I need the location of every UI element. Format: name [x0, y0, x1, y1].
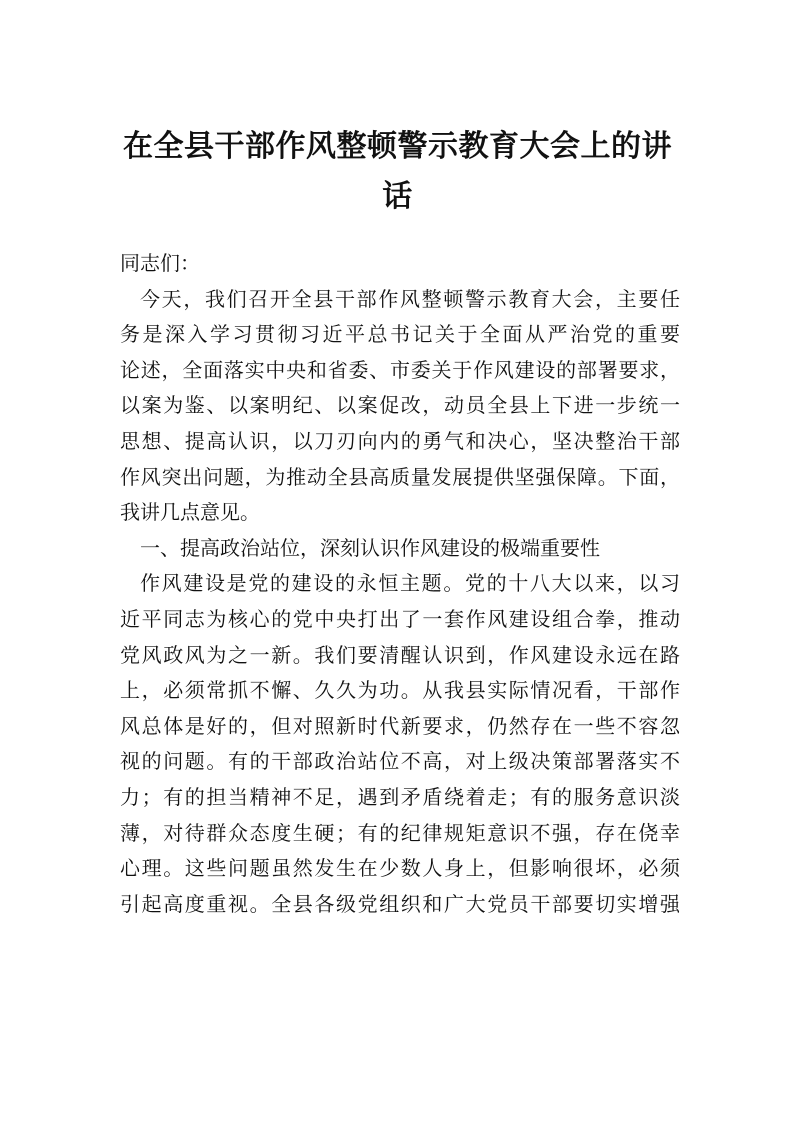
paragraph-line: 作风突出问题，为推动全县高质量发展提供坚强保障。下面， — [120, 464, 680, 489]
paragraph-line: 思想、提高认识，以刀刃向内的勇气和决心，坚决整治干部 — [120, 428, 680, 453]
document-body — [120, 246, 680, 922]
paragraph-line: 论述，全面落实中央和省委、市委关于作风建设的部署要求， — [120, 357, 680, 382]
section-heading: 一、提高政治站位，深刻认识作风建设的极端重要性 — [140, 535, 600, 560]
paragraph-line: 我讲几点意见。 — [120, 500, 260, 525]
paragraph-line: 心理。这些问题虽然发生在少数人身上，但影响很坏，必须 — [120, 856, 680, 881]
title-line-1: 在全县干部作风整顿警示教育大会上的讲 — [123, 129, 672, 164]
paragraph-line: 以案为鉴、以案明纪、以案促改，动员全县上下进一步统一 — [120, 393, 680, 418]
paragraph-line: 作风建设是党的建设的永恒主题。党的十八大以来，以习 — [140, 571, 680, 596]
salutation: 同志们： — [120, 251, 200, 275]
title-line-2: 话 — [382, 179, 413, 214]
paragraph-line: 引起高度重视。全县各级党组织和广大党员干部要切实增强 — [120, 891, 680, 916]
paragraph-line: 上，必须常抓不懈、久久为功。从我县实际情况看，干部作 — [120, 678, 680, 703]
paragraph-line: 力；有的担当精神不足，遇到矛盾绕着走；有的服务意识淡 — [120, 784, 680, 809]
paragraph-line: 薄，对待群众态度生硬；有的纪律规矩意识不强，存在侥幸 — [120, 820, 680, 845]
paragraph-line: 今天，我们召开全县干部作风整顿警示教育大会，主要任 — [140, 286, 680, 311]
paragraph-line: 视的问题。有的干部政治站位不高，对上级决策部署落实不 — [120, 749, 680, 774]
paragraph-line: 风总体是好的，但对照新时代新要求，仍然存在一些不容忽 — [120, 713, 680, 738]
paragraph-line: 务是深入学习贯彻习近平总书记关于全面从严治党的重要 — [120, 322, 680, 347]
paragraph-line: 党风政风为之一新。我们要清醒认识到，作风建设永远在路 — [120, 642, 680, 667]
document-title — [120, 122, 675, 222]
paragraph-line: 近平同志为核心的党中央打出了一套作风建设组合拳，推动 — [120, 606, 680, 631]
